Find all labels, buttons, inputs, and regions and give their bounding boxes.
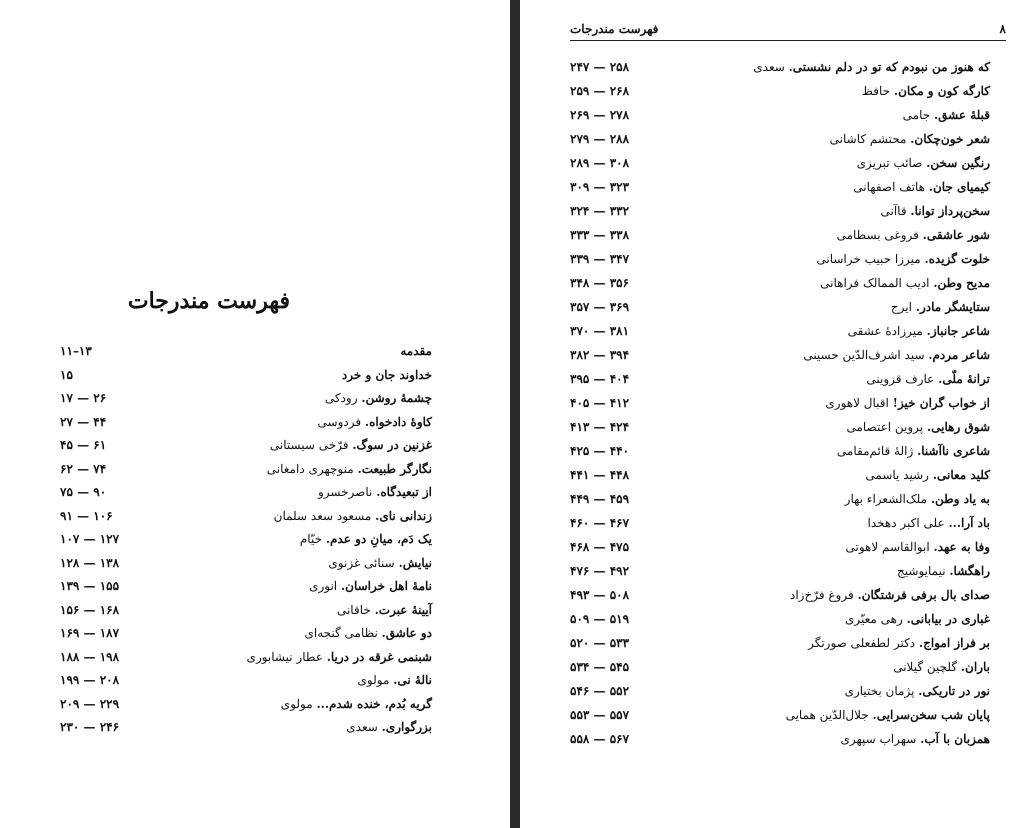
- entry-title: [690, 252, 990, 266]
- toc-entry: [60, 669, 432, 691]
- toc-entry: [570, 344, 990, 366]
- entry-title: [690, 588, 990, 602]
- entry-pages: ۱۹۸ — ۱۸۸: [60, 649, 120, 664]
- entry-pages: ۲۰۸ — ۱۹۹: [60, 673, 120, 687]
- entry-title: [690, 540, 990, 554]
- entry-pages: ۱۳–۱۱: [60, 344, 92, 358]
- entry-author: ادیب الممالک فراهانی: [820, 276, 930, 290]
- entry-pages: ۵۵۲ — ۵۴۶: [570, 684, 630, 698]
- entry-title: [180, 368, 432, 382]
- toc-entry: [570, 296, 990, 318]
- entry-author: رهی معیّری: [845, 612, 903, 626]
- toc-entry: [60, 646, 432, 668]
- entry-pages: ۱۶۸ — ۱۵۶: [60, 602, 120, 617]
- entry-pages: ۴۷۵ — ۴۶۸: [570, 540, 630, 554]
- entry-heading: شاعر مردم.: [928, 348, 990, 362]
- entry-title: [690, 516, 990, 530]
- entry-author: عارف قزوینی: [866, 372, 935, 386]
- entry-heading: از خواب گران خیز!: [892, 396, 990, 410]
- entry-author: جلال‌الدّین همایی: [785, 708, 869, 722]
- toc-entry: [60, 599, 432, 621]
- entry-pages: ۴۱۲ — ۴۰۵: [570, 396, 630, 410]
- entry-pages: ۳۳۲ — ۳۲۴: [570, 204, 630, 218]
- entry-author: سعدی: [753, 60, 785, 74]
- entry-heading: کیمیای جان.: [928, 180, 990, 194]
- toc-entry: [570, 80, 990, 102]
- entry-author: ژالهٔ قائم‌مقامی: [836, 444, 914, 458]
- entry-pages: ۳۴۷ — ۳۳۹: [570, 252, 630, 266]
- entry-title: [690, 564, 990, 578]
- entry-heading: خداوند جان و خرد: [341, 367, 432, 382]
- page-number: ۸: [999, 22, 1006, 36]
- toc-entry: [570, 368, 990, 390]
- entry-title: [690, 684, 990, 698]
- entry-heading: نامهٔ اهل خراسان.: [340, 579, 432, 593]
- entry-heading: مقدمه: [400, 344, 432, 358]
- entry-author: مولوی: [357, 673, 390, 687]
- entry-title: [690, 492, 990, 506]
- entry-title: [690, 732, 990, 746]
- entry-author: حافظ: [861, 84, 891, 98]
- entry-author: هاتف اصفهانی: [853, 180, 925, 194]
- entry-heading: مدیح وطن.: [933, 276, 990, 290]
- entry-pages: ۲۶ — ۱۷: [60, 391, 107, 405]
- entry-author: جامی: [902, 108, 931, 122]
- book-gutter: [510, 0, 520, 828]
- entry-heading: همزبان با آب.: [920, 732, 990, 746]
- entry-title: [690, 636, 990, 650]
- toc-entry: [60, 481, 432, 503]
- entry-heading: چشمهٔ روشن.: [361, 391, 432, 405]
- entry-author: قاآنی: [880, 204, 907, 218]
- entry-heading: شاعر جانباز.: [926, 324, 990, 338]
- entry-heading: ستایشگر مادر.: [915, 300, 990, 314]
- entry-heading: رنگین سخن.: [926, 156, 990, 170]
- entry-heading: ترانهٔ ملّی.: [938, 372, 990, 386]
- entry-heading: یک دَم، میانِ دو عدم.: [325, 532, 432, 546]
- entry-pages: ۲۲۹ — ۲۰۹: [60, 696, 120, 711]
- entry-heading: بر فراز امواج.: [918, 636, 990, 650]
- toc-entry: [570, 704, 990, 726]
- toc-entry: [60, 411, 432, 433]
- toc-entry: [570, 200, 990, 222]
- entry-heading: نور در تاریکی.: [918, 684, 990, 698]
- entry-pages: ۵۱۹ — ۵۰۹: [570, 612, 630, 626]
- entry-title: [180, 556, 432, 570]
- entry-author: میرزا حبیب خراسانی: [816, 252, 921, 266]
- entry-title: [180, 579, 432, 593]
- entry-author: فردوسی: [317, 414, 362, 429]
- entry-author: عطار نیشابوری: [246, 649, 323, 664]
- entry-pages: ۲۵۸ — ۲۴۷: [570, 60, 630, 74]
- entry-pages: ۳۳۸ — ۳۳۳: [570, 228, 630, 242]
- entry-heading: قبلهٔ عشق.: [934, 108, 990, 122]
- toc-entry: [60, 458, 432, 480]
- entry-heading: نیایش.: [398, 555, 432, 570]
- entry-author: ناصرخسرو: [318, 485, 373, 499]
- entry-pages: ۳۲۳ — ۳۰۹: [570, 180, 630, 194]
- entry-title: [180, 532, 432, 546]
- toc-entry: [60, 434, 432, 456]
- left-page: [0, 0, 510, 828]
- entry-author: سنائی غزنوی: [328, 555, 395, 570]
- entry-heading: شاعری ناآشنا.: [917, 444, 990, 458]
- entry-pages: ۴۴۸ — ۴۴۱: [570, 468, 630, 482]
- toc-entry: [570, 152, 990, 174]
- entry-author: منوچهری دامغانی: [266, 461, 354, 476]
- toc-entry: [60, 505, 432, 527]
- toc-entry: [570, 584, 990, 606]
- entry-pages: ۱۸۷ — ۱۶۹: [60, 626, 120, 640]
- entry-title: [180, 509, 432, 523]
- entry-author: فروغی بسطامی: [836, 228, 919, 242]
- entry-author: محتشم کاشانی: [829, 132, 907, 146]
- entry-pages: ۱۵: [60, 367, 73, 382]
- entry-heading: باران.: [960, 660, 990, 674]
- entry-title: [690, 108, 990, 122]
- entry-heading: شوق رهایی.: [926, 420, 990, 434]
- entry-author: خیّام: [299, 532, 322, 546]
- entry-heading: غباری در بیابانی.: [906, 612, 990, 626]
- entry-heading: از تبعیدگاه.: [376, 485, 432, 499]
- toc-entry: [60, 364, 432, 386]
- entry-heading: خلوت گزیده.: [924, 252, 990, 266]
- entry-author: انوری: [309, 579, 338, 593]
- entry-title: [180, 626, 432, 640]
- entry-pages: ۱۳۸ — ۱۲۸: [60, 555, 120, 570]
- toc-entry: [60, 387, 432, 409]
- entry-pages: ۲۷۸ — ۲۶۹: [570, 108, 630, 122]
- toc-entry: [60, 716, 432, 738]
- entry-pages: ۳۵۶ — ۳۴۸: [570, 276, 630, 290]
- entry-heading: شبنمی غرقه در دریا.: [326, 649, 432, 664]
- toc-entry: [60, 340, 432, 362]
- entry-heading: نگارگر طبیعت.: [357, 461, 432, 476]
- toc-entry: [570, 728, 990, 750]
- entry-heading: زندانی نای.: [375, 508, 432, 523]
- toc-entry: [570, 464, 990, 486]
- entry-author: فروغ فرّخ‌زاد: [790, 588, 854, 602]
- toc-entry: [60, 528, 432, 550]
- entry-author: صائب تبریزی: [856, 156, 923, 170]
- entry-title: [180, 720, 432, 734]
- entry-title: [180, 438, 432, 452]
- entry-pages: ۴۹۲ — ۴۷۶: [570, 564, 630, 578]
- entry-heading: گریه بُدم، خنده شدم...: [316, 696, 432, 711]
- entry-pages: ۲۴۶ — ۲۳۰: [60, 720, 120, 734]
- toc-entry: [570, 392, 990, 414]
- toc-entry: [570, 440, 990, 462]
- entry-title: [690, 84, 990, 98]
- page-title: فهرست مندرجات: [127, 288, 290, 314]
- entry-pages: ۶۱ — ۴۵: [60, 438, 107, 452]
- entry-author: فرّخی سیستانی: [269, 438, 349, 452]
- entry-title: [690, 708, 990, 722]
- entry-pages: ۲۸۸ — ۲۷۹: [570, 132, 630, 146]
- entry-heading: غزنین در سوگ.: [352, 438, 432, 452]
- entry-title: [180, 344, 432, 358]
- entry-title: [180, 415, 432, 429]
- entry-author: سعدی: [346, 720, 378, 734]
- entry-pages: ۳۶۹ — ۳۵۷: [570, 300, 630, 314]
- entry-pages: ۴۶۷ — ۴۶۰: [570, 516, 630, 530]
- entry-heading: شور عاشقی.: [922, 228, 990, 242]
- entry-pages: ۵۳۳ — ۵۲۰: [570, 636, 630, 650]
- entry-pages: ۱۰۶ — ۹۱: [60, 508, 113, 523]
- toc-entry: [570, 488, 990, 510]
- toc-list-right: [520, 0, 1024, 828]
- entry-title: [180, 673, 432, 687]
- toc-entry: [570, 248, 990, 270]
- toc-entry: [570, 56, 990, 78]
- running-head-title: فهرست مندرجات: [570, 22, 659, 36]
- entry-title: [690, 228, 990, 242]
- entry-author: سید اشرف‌الدّین حسینی: [803, 348, 925, 362]
- entry-heading: شعر خون‌چکان.: [910, 132, 990, 146]
- entry-pages: ۱۲۷ — ۱۰۷: [60, 532, 120, 546]
- entry-pages: ۳۰۸ — ۲۸۹: [570, 156, 630, 170]
- entry-heading: پایان شب سخن‌سرایی.: [872, 708, 990, 722]
- entry-author: مولوی: [280, 696, 313, 711]
- entry-author: ایرج: [890, 300, 912, 314]
- toc-entry: [570, 560, 990, 582]
- entry-title: [180, 697, 432, 711]
- entry-heading: سخن‌پرداز توانا.: [910, 204, 990, 218]
- entry-heading: به یاد وطن.: [930, 492, 990, 506]
- entry-author: مسعود سعد سلمان: [273, 508, 372, 523]
- toc-entry: [570, 536, 990, 558]
- toc-entry: [60, 693, 432, 715]
- entry-author: سهراب سپهری: [840, 732, 917, 746]
- toc-entry: [570, 176, 990, 198]
- entry-pages: ۹۰ — ۷۵: [60, 485, 107, 499]
- entry-heading: بزرگواری.: [381, 720, 432, 734]
- toc-entry: [60, 622, 432, 644]
- entry-title: [180, 603, 432, 617]
- entry-title: [690, 60, 990, 74]
- toc-entry: [570, 128, 990, 150]
- toc-list-left: [0, 0, 510, 828]
- entry-heading: کارگه کون و مکان.: [893, 84, 990, 98]
- entry-title: [690, 444, 990, 458]
- entry-heading: باد آرا...: [948, 516, 990, 530]
- toc-entry: [570, 680, 990, 702]
- entry-title: [690, 420, 990, 434]
- entry-heading: راهگشا.: [949, 564, 990, 578]
- entry-title: [690, 348, 990, 362]
- entry-title: [690, 204, 990, 218]
- toc-entry: [570, 320, 990, 342]
- entry-title: [690, 132, 990, 146]
- toc-entry: [570, 104, 990, 126]
- entry-pages: ۴۰۴ — ۳۹۵: [570, 372, 630, 386]
- entry-author: پژمان بختیاری: [844, 684, 915, 698]
- toc-entry: [570, 656, 990, 678]
- entry-title: [180, 462, 432, 476]
- entry-pages: ۷۴ — ۶۲: [60, 461, 107, 476]
- toc-entry: [570, 272, 990, 294]
- entry-title: [690, 324, 990, 338]
- entry-pages: ۴۴۰ — ۴۲۵: [570, 444, 630, 458]
- entry-pages: ۴۲۴ — ۴۱۳: [570, 420, 630, 434]
- entry-author: پروین اعتصامی: [846, 420, 924, 434]
- entry-pages: ۵۵۷ — ۵۵۳: [570, 708, 630, 722]
- entry-title: [690, 396, 990, 410]
- entry-heading: وفا به عهد.: [933, 540, 990, 554]
- entry-title: [690, 156, 990, 170]
- entry-title: [180, 485, 432, 499]
- entry-author: ابوالقاسم لاهوتی: [845, 540, 930, 554]
- entry-heading: کلید معانی.: [932, 468, 990, 482]
- entry-title: [690, 372, 990, 386]
- right-page: [520, 0, 1024, 828]
- entry-author: رشید یاسمی: [865, 468, 929, 482]
- entry-pages: ۳۸۱ — ۳۷۰: [570, 324, 630, 338]
- entry-author: خاقانی: [336, 602, 371, 617]
- entry-heading: که هنوز من نبودم که تو در دلم نشستی.: [788, 60, 990, 74]
- toc-entry: [570, 632, 990, 654]
- entry-title: [180, 391, 432, 405]
- entry-title: [690, 276, 990, 290]
- entry-pages: ۱۵۵ — ۱۳۹: [60, 579, 120, 593]
- toc-entry: [60, 575, 432, 597]
- entry-heading: آیینهٔ عبرت.: [374, 602, 432, 617]
- entry-author: اقبال لاهوری: [825, 396, 889, 410]
- toc-entry: [570, 416, 990, 438]
- entry-pages: ۴۴ — ۲۷: [60, 414, 107, 429]
- entry-heading: دو عاشق.: [381, 626, 432, 640]
- toc-entry: [60, 552, 432, 574]
- entry-title: [690, 660, 990, 674]
- entry-pages: ۵۰۸ — ۴۹۳: [570, 588, 630, 602]
- entry-title: [690, 612, 990, 626]
- entry-author: نیمایوشیج: [897, 564, 946, 578]
- entry-author: گلچین گیلانی: [893, 660, 958, 674]
- entry-pages: ۴۵۹ — ۴۴۹: [570, 492, 630, 506]
- entry-pages: ۵۴۵ — ۵۳۴: [570, 660, 630, 674]
- entry-author: میرزادهٔ عشقی: [847, 324, 923, 338]
- toc-entry: [570, 512, 990, 534]
- entry-title: [180, 650, 432, 664]
- toc-entry: [570, 608, 990, 630]
- entry-title: [690, 468, 990, 482]
- entry-heading: کاوهٔ دادخواه.: [364, 414, 432, 429]
- entry-pages: ۳۹۴ — ۳۸۲: [570, 348, 630, 362]
- entry-title: [690, 300, 990, 314]
- entry-heading: صدای بال برفی فرشتگان.: [857, 588, 990, 602]
- entry-author: علی اکبر دهخدا: [867, 516, 945, 530]
- entry-author: دکتر لطفعلی صورتگر: [808, 636, 916, 650]
- toc-entry: [570, 224, 990, 246]
- entry-author: رودکی: [324, 391, 358, 405]
- entry-pages: ۲۶۸ — ۲۵۹: [570, 84, 630, 98]
- entry-title: [690, 180, 990, 194]
- entry-author: ملک‌الشعراء بهار: [844, 492, 928, 506]
- entry-author: نظامی گنجه‌ای: [304, 626, 378, 640]
- entry-pages: ۵۶۷ — ۵۵۸: [570, 732, 630, 746]
- entry-heading: نالهٔ نی.: [393, 673, 432, 687]
